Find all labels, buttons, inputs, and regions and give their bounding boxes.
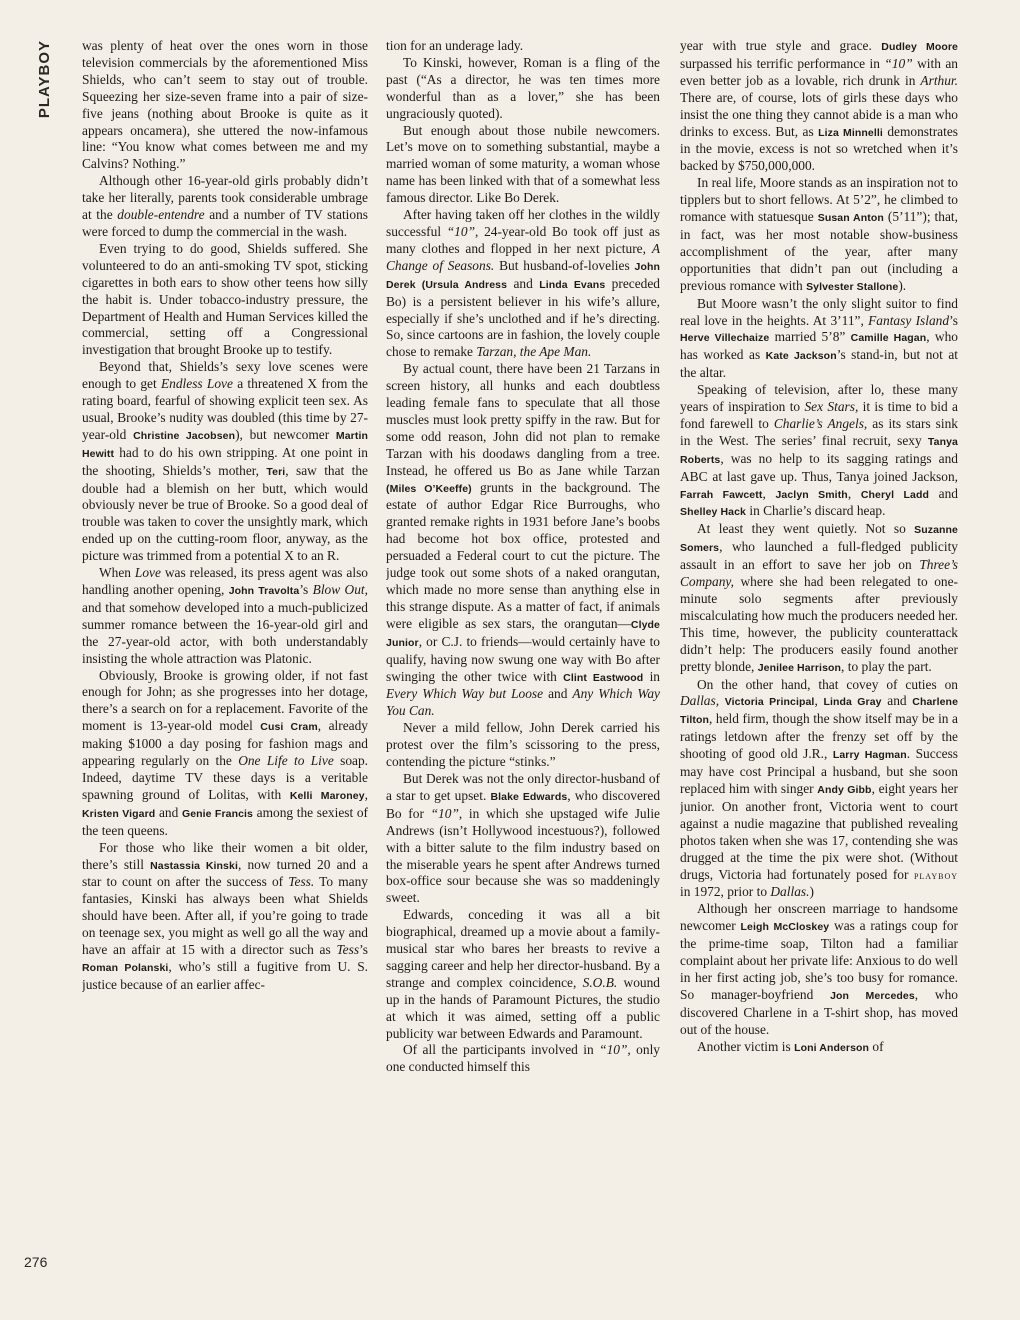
text-run: preceded Bo) is a persistent believer in his wife’s allure, especially if she’s unclothed and if he’s directing. So, since cartoons are in fashion, the lovely couple chose to remake [386,275,660,360]
text-run: soap. Indeed, daytime TV these days is a veritable spawning ground of Lolitas, with [82,753,368,802]
paragraph [82,565,368,667]
text-column-1 [82,38,368,1278]
paragraph [386,207,660,361]
text-run: . Success may have cost Principal a husband, but she soon replaced him with singer [680,746,958,796]
text-run: But Derek was not the only director-husband of a star to get upset. [386,770,660,803]
person-name: John Derek (Ursula Andress [386,260,660,291]
italic-title: Any Which Way You Can. [386,686,660,719]
text-run: But Moore wasn’t the only slight suitor to find real love in the heights. At 3’11”, [680,295,958,328]
person-name: Linda Evans [539,278,606,291]
text-run: After having taken off her clothes in the wildly successful [386,207,660,239]
magazine-masthead: PLAYBOY [36,40,53,119]
text-run: On the other hand, that covey of cuties on [697,676,958,692]
person-name: Cusi Cram [260,721,318,734]
italic-title: Love [134,565,161,581]
person-name: Dudley Moore [881,41,958,53]
person-name: Larry Hagman [832,749,907,762]
person-name: (Miles O’Keeffe) [386,482,472,495]
person-name: Tanya Roberts [680,435,958,466]
text-run: among the sexiest of the teen queens. [82,804,368,838]
paragraph [386,907,660,1042]
text-run: , to play the part. [841,658,932,674]
text-run: (5’11”); that, in fact, was her most notable show-business accomplishment of the year, after many opportunities that didn’t pan out (including a previous romance with [680,209,958,293]
person-name: Roman Polanski [82,961,169,974]
text-run: and a number of TV stations were forced to dump the commercial in the wash. [82,207,368,239]
person-name: Nastassia Kinski [150,859,238,872]
person-name: Clint Eastwood [563,671,644,684]
person-name: Susan Anton [817,212,884,225]
text-run: with an even better job as a lovable, rich drunk in [680,55,958,88]
text-run: in 1972, prior to [680,884,771,900]
text-run: , who’s still a fugitive from U. S. justice because of an earlier affec- [82,958,368,992]
italic-title: “10” [599,1042,628,1058]
person-name: Liza Minnelli [818,126,883,139]
text-run: But husband-of-lovelies [494,257,635,273]
text-run: ) [809,884,814,900]
text-column-2 [386,38,660,1278]
text-run: demonstrates in the movie, excess is not so wretched when it’s backed by $750,000,000. [680,123,958,174]
text-run: ). [898,277,907,293]
person-name: Kristen Vigard [82,807,156,820]
person-name: Martin Hewitt [82,429,368,460]
person-name: Shelley Hack [680,506,746,519]
text-run: , was no help to its sagging ratings and ABC at last gave up. Thus, Tanya joined Jackson, [680,450,958,484]
text-run: in [643,668,660,684]
text-run: was released, its press agent was also handling another opening, [82,565,368,597]
person-name: Camille Hagan [850,332,927,345]
italic-title: Endless Love [160,376,233,392]
paragraph [386,38,660,55]
text-run: where she had been relegated to one-minute solo segments after previously miscalculating how much the producers needed her. This time, however, the publicity counterattack didn’t help: The producers easily found another pretty blonde, [680,574,958,674]
paragraph [680,296,958,383]
italic-title: Three’s Company, [680,557,958,590]
paragraph [82,38,368,173]
text-run: Beyond that, Shields’s sexy love scenes were enough to get [82,359,368,392]
text-run: , who has worked as [680,329,958,363]
text-run: To many fantasies, Kinski has always been what Shields should have been. After all, if you’re going to trade on teenage sex, you might as well go all the way and have an affair at 15 with a director such as [82,874,368,958]
text-run: ’s stand-in, but not at the altar. [680,347,958,381]
person-name: Charlene Tilton [680,696,958,727]
italic-title: Tarzan, the Ape Man. [476,344,592,360]
paragraph [386,771,660,907]
italic-title: Dallas. [770,884,810,900]
text-run: By actual count, there have been 21 Tarzans in screen history, all hunks and each doubtless leading female fans to speculate that all those muscles must look pretty spiffy in the raw. But for some odd reason, John did not plan to remake Tarzan with his doodaws dangling from a tree. Instead, he offered us Bo as Jane while Tarzan [386,361,660,478]
person-name: Christine Jacobsen [133,429,236,442]
italic-title: Fantasy Island [868,312,950,328]
paragraph [680,38,958,175]
paragraph [82,840,368,994]
text-run: grunts in the background. The estate of author Edgar Rice Burroughs, who granted remake rights in 1931 before Jane’s boobs had become hot box office, protested and persuaded a Federal court to cut the picture. The judge took out some shots of a naked orangutan, which made no more sense than anything else in this strange dispute. As a matter of fact, if animals were eligible as sex stars, the orangutan— [386,479,660,631]
text-run: , [364,786,368,802]
paragraph [386,1042,660,1076]
person-name: John Travolta [228,585,300,597]
text-run: , in which she upstaged wife Julie Andrews (isn’t Hollywood incestuous?), followed with a bitter salute to the film industry based on the miserable years he spent after Andrews turned box-office sour because she was so maddeningly sweet. [386,805,660,906]
text-run: ’s [359,942,368,958]
person-name: Suzanne Somers [680,524,958,555]
text-run: ), but newcomer [235,426,336,442]
person-name: Leigh McCloskey [740,921,830,934]
italic-title: “10” [446,223,476,239]
text-run: it is time to bid a fond farewell to [680,399,958,431]
italic-title: Tess. [288,874,315,890]
italic-title: “10” [884,55,913,71]
person-name: Jenilee Harrison [757,661,842,674]
person-name: Sylvester Stallone [806,280,899,293]
person-name: Clyde Junior [386,618,660,649]
text-run: , or C.J. to friends—would certainly have to qualify, having now swung one way with Bo after swinging the other twice with [386,633,660,684]
paragraph [680,521,958,676]
person-name: Loni Anderson [794,1041,870,1054]
text-run: , now turned 20 and a star to count on after the success of [82,856,368,890]
person-name: Herve Villechaize [680,332,770,345]
italic-title: Dallas, [680,693,720,709]
person-name: Victoria Principal [724,696,815,709]
paragraph [386,123,660,208]
paragraph [386,55,660,123]
italic-title: Sex Stars, [804,399,859,415]
italic-title: A Change of Seasons. [386,240,660,273]
text-run: , saw that the double had a blemish on her butt, which would obviously never be true of Brooke. So a good deal of trouble was taken to cover the unsightly mark, which ended up on the cutting-room floor, anyway, as the picture was trimmed from a potential X to an R. [82,462,368,564]
paragraph [680,382,958,521]
paragraph [680,175,958,295]
page-number: 276 [24,1254,48,1270]
italic-title: Charlie’s Angels, [773,415,868,431]
paragraph [680,1039,958,1057]
italic-title: S.O.B. [582,974,618,990]
italic-title: One Life to Live [238,753,334,769]
text-run: in Charlie’s discard heap. [746,503,886,519]
paragraph [386,720,660,771]
person-name: Farrah Fawcett [680,488,763,501]
person-name: Jon Mercedes [830,989,915,1002]
text-run: Although other 16-year-old girls probably didn’t take her literally, parents took considerable umbrage at the [82,173,368,223]
text-run: married 5’8” [769,329,851,345]
text-run: Speaking of television, after lo, these many years of inspiration to [680,382,958,415]
text-run: Obviously, Brooke is growing older, if not fast enough for John; as she progresses into her dotage, there’s a search on for a replacement. Favorite of the moment is 13-year-old model [82,667,368,734]
person-name: Genie Francis [181,807,253,820]
paragraph [680,901,958,1038]
text-run: , [847,485,861,501]
text-run: Edwards, conceding it was all a bit biographical, dreamed up a movie about a family-musical star who bares her breasts to revive a sagging career and help her director-husband. By a strange and complex coincidence, [386,907,660,990]
text-run: , who discovered Bo for [386,787,660,821]
small-caps-text: playboy [913,869,958,882]
text-column-3 [680,38,958,1278]
italic-title: Tess [336,942,360,958]
text-run: When [99,565,135,581]
person-name: Cheryl Ladd [860,488,929,501]
italic-title: “10” [430,805,459,821]
person-name: Teri [266,465,286,478]
italic-title: double-entendre [117,207,205,223]
text-run: and [881,693,913,709]
text-run: Never a mild fellow, John Derek carried his protest over the film’s scissoring to the press, contending the picture “stinks.” [386,720,660,770]
person-name: Andy Gibb [817,783,872,796]
person-name: Kelli Maroney [289,789,365,802]
paragraph [680,677,958,902]
text-run: and [928,485,958,501]
text-run: a threatened X from the rating board, fearful of showing explicit teen sex. As usual, Brooke’s nudity was doubled (this time by 27-year-old [82,376,368,442]
paragraph [82,173,368,241]
text-run: of [869,1038,884,1054]
text-run: , [814,693,824,709]
text-run: and [155,804,182,820]
text-run: was a ratings coup for the prime-time soap, Tilton had a familiar complaint about her private life: Anxious to do well in her first acting job, she’s too busy for romance. So manager-boyfriend [680,918,958,1002]
text-run: In real life, Moore stands as an inspiration not to tipplers but to short fellows. At 5’2”, he climbed to romance with statuesque [680,175,958,225]
text-run: , only one conducted himself this [386,1042,660,1075]
text-run: Even trying to do good, Shields suffered. She volunteered to do an anti-smoking TV spot, sticking cigarettes in both ears to show other teens how silly the habit is. Under tobacco-industry pressure, the Department of Health and Human Services killed the commercial, setting off a Congressional investigation that brought Brooke up to testify. [82,240,368,358]
text-run: , who launched a full-fledged publicity assault in an effort to save her job on [680,539,958,573]
text-run: tion for an underage lady. [386,38,524,53]
paragraph [386,361,660,720]
text-run: year with true style and grace. [680,38,882,53]
person-name: Kate Jackson [765,350,837,363]
text-run: and [507,275,540,291]
text-run: , 24-year-old Bo took off just as many clothes and flopped in her next picture, [386,223,660,256]
text-run: , [762,485,776,501]
italic-title: Blow Out, [312,582,368,597]
text-run: surpassed his terrific performance in [680,55,885,71]
person-name: Blake Edwards [490,790,568,803]
text-run: Although her onscreen marriage to handsome newcomer [680,901,958,934]
text-run: For those who like their women a bit older, there’s still [82,839,368,872]
italic-title: Arthur. [920,72,958,88]
text-run: was plenty of heat over the ones worn in those television commercials by the aforementioned Miss Shields, who can’t seem to stay out of trouble. Squeezing her size-seven frame into a pair of size-five jeans (nothing about Brooke is quite as it appears oncamera), she uttered the now-infamous line: “You know what comes between me and my Calvins? Nothing.” [82,38,368,172]
text-run: and [543,686,573,702]
text-run: wound up in the hands of Paramount Pictures, the studio at which it was aimed, setting off a public publicity war between Edwards and Paramount. [386,974,660,1041]
italic-title: Every Which Way but Loose [386,686,544,702]
text-run: ’s [949,312,958,328]
paragraph [82,359,368,565]
text-run: Of all the participants involved in [403,1042,600,1058]
text-run: , held firm, though the show itself may be in a ratings letdown after the frenzy set off by the shooting of good old J.R., [680,711,958,762]
text-run: and that somehow developed into a much-publicized summer romance between the 16-year-old girl and the 27-year-old actor, with both understandably insisting the whole attraction was Platonic. [82,599,368,666]
person-name: Linda Gray [823,696,882,709]
text-run: , who discovered Charlene in a T-shirt shop, has moved out of the house. [680,986,958,1037]
text-run: But enough about those nubile newcomers. Let’s move on to something substantial, maybe a married woman of some maturity, a woman whose name has been linked with that of a somewhat less famous director. Like Bo Derek. [386,122,660,206]
paragraph [82,241,368,359]
text-run: , already making $1000 a day posing for fashion mags and appearing regularly on the [82,718,368,769]
text-run: At least they went quietly. Not so [697,521,915,537]
text-run: had to do his own stripping. At one point in the shooting, Shields’s mother, [82,444,368,478]
text-run: There are, of course, lots of girls these days who insist the one thing they cannot abide is a man who drinks to excess. But, as [680,89,958,139]
text-run: , eight years her junior. On another front, Victoria went to court against a nudie magazine that published revealing photos taken when she was 17, contending she was drugged at the time the pix were shot. (Without drugs, Victoria had fortunately posed for [680,780,958,882]
text-run: Another victim is [697,1038,795,1054]
text-run: ’s [299,582,313,597]
person-name: Jaclyn Smith [775,488,848,501]
text-run: To Kinski, however, Roman is a fling of the past (“As a director, he was ten times more wonderful than as a lover,” she has been ungraciously quoted). [386,54,660,121]
paragraph [82,668,368,840]
text-run: as its stars sink in the West. The series’ final recruit, sexy [680,415,958,448]
